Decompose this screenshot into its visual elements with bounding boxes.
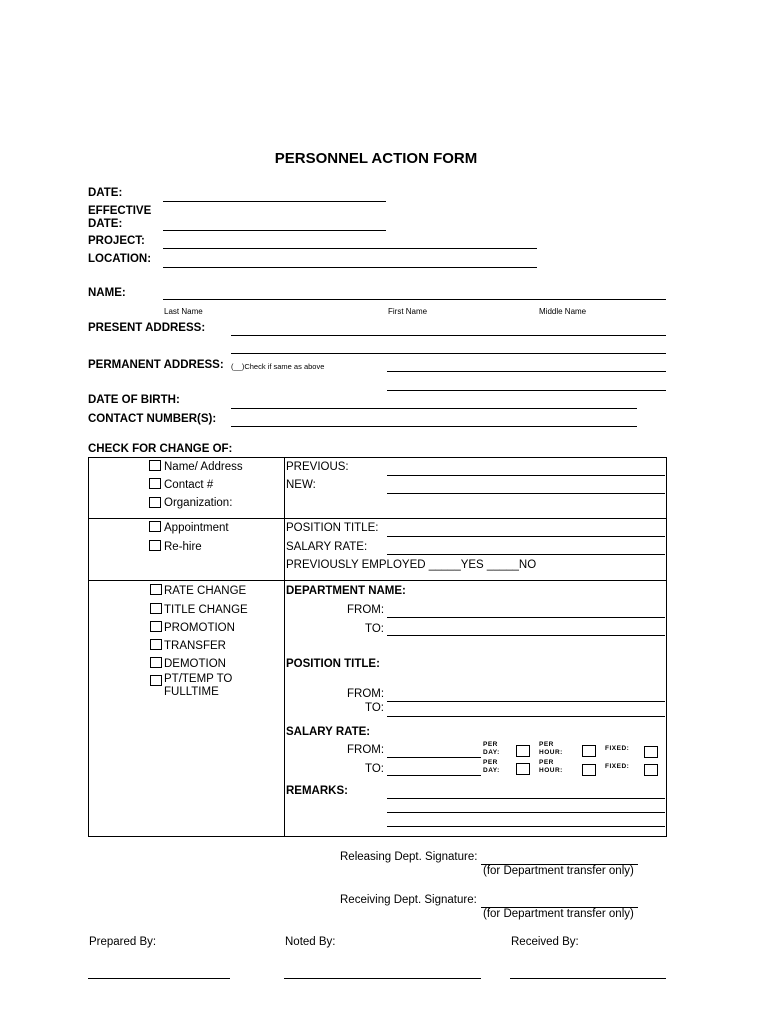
date-field[interactable] [163, 201, 386, 202]
remarks-field-2[interactable] [387, 812, 665, 813]
promotion-option: PROMOTION [164, 622, 235, 634]
permanent-address-field-1[interactable] [387, 371, 666, 372]
effective-date-field[interactable] [163, 230, 386, 231]
promotion-checkbox[interactable] [150, 621, 162, 632]
prepared-by-field[interactable] [88, 978, 230, 979]
dept-to-label: TO: [365, 623, 384, 635]
contact-label: CONTACT NUMBER(S): [88, 413, 217, 425]
permanent-address-field-2[interactable] [387, 390, 666, 391]
present-address-field-1[interactable] [231, 335, 666, 336]
rate-change-option: RATE CHANGE [164, 585, 247, 597]
present-address-label: PRESENT ADDRESS: [88, 322, 206, 334]
effective-date-label-2: DATE: [88, 218, 123, 230]
received-by-label: Received By: [511, 936, 579, 948]
demotion-checkbox[interactable] [150, 657, 162, 668]
releasing-signature-label: Releasing Dept. Signature: [340, 851, 478, 863]
s2-position-title-field[interactable] [387, 536, 665, 537]
row-divider-1 [88, 518, 666, 519]
previous-label: PREVIOUS: [286, 461, 349, 473]
row-divider-2 [88, 580, 666, 581]
remarks-label: REMARKS: [286, 785, 348, 797]
pos-to-label: TO: [365, 702, 384, 714]
first-name-caption: First Name [388, 307, 428, 316]
project-field[interactable] [163, 248, 537, 249]
per-hour-to-hour: HOUR: [539, 767, 563, 774]
remarks-field-3[interactable] [387, 826, 665, 827]
dob-field[interactable] [231, 408, 637, 409]
name-label: NAME: [88, 287, 126, 299]
present-address-field-2[interactable] [231, 353, 666, 354]
name-address-option: Name/ Address [164, 461, 243, 473]
s2-salary-rate-label: SALARY RATE: [286, 541, 368, 553]
new-field[interactable] [387, 493, 665, 494]
dept-from-label: FROM: [347, 604, 385, 616]
appointment-checkbox[interactable] [149, 521, 161, 532]
prepared-by-label: Prepared By: [89, 936, 157, 948]
pos-from-label: FROM: [347, 688, 385, 700]
pt-temp-option: PT/TEMP TO [164, 673, 233, 685]
per-hour-from-hour: HOUR: [539, 749, 563, 756]
pos-to-field[interactable] [387, 716, 665, 717]
per-day-from-per: PER [483, 741, 498, 748]
organization-checkbox[interactable] [149, 497, 161, 508]
dept-to-field[interactable] [387, 635, 665, 636]
demotion-option: DEMOTION [164, 658, 226, 670]
effective-date-label-1: EFFECTIVE [88, 205, 152, 217]
contact-checkbox[interactable] [149, 478, 161, 489]
pt-temp-checkbox[interactable] [150, 675, 162, 686]
date-label: DATE: [88, 187, 123, 199]
s2-salary-rate-field[interactable] [387, 554, 665, 555]
s3-salary-rate-label: SALARY RATE: [286, 726, 371, 738]
check-change-label: CHECK FOR CHANGE OF: [88, 443, 233, 455]
appointment-option: Appointment [164, 522, 229, 534]
pos-from-field[interactable] [387, 701, 665, 702]
rate-change-checkbox[interactable] [150, 584, 162, 595]
fixed-from-label: FIXED: [605, 745, 630, 752]
receiving-signature-label: Receiving Dept. Signature: [340, 894, 477, 906]
transfer-option: TRANSFER [164, 640, 226, 652]
fixed-to-checkbox[interactable] [644, 764, 658, 776]
transfer-checkbox[interactable] [150, 639, 162, 650]
title-change-option: TITLE CHANGE [164, 604, 248, 616]
receiving-note: (for Department transfer only) [483, 908, 634, 920]
middle-name-caption: Middle Name [539, 307, 587, 316]
location-label: LOCATION: [88, 253, 152, 265]
per-hour-from-checkbox[interactable] [582, 745, 596, 757]
salary-to-label: TO: [365, 763, 384, 775]
salary-from-label: FROM: [347, 744, 385, 756]
new-label: NEW: [286, 479, 316, 491]
title-change-checkbox[interactable] [150, 603, 162, 614]
remarks-field-1[interactable] [387, 798, 665, 799]
permanent-address-label: PERMANENT ADDRESS: [88, 359, 224, 371]
organization-option: Organization: [164, 497, 233, 509]
contact-option: Contact # [164, 479, 214, 491]
previously-employed[interactable]: PREVIOUSLY EMPLOYED _____YES _____NO [286, 559, 537, 571]
location-field[interactable] [163, 267, 537, 268]
noted-by-label: Noted By: [285, 936, 336, 948]
per-day-from-day: DAY: [483, 749, 500, 756]
name-field[interactable] [163, 299, 666, 300]
per-hour-to-per: PER [539, 759, 554, 766]
salary-from-field[interactable] [387, 757, 481, 758]
per-day-to-day: DAY: [483, 767, 500, 774]
releasing-note: (for Department transfer only) [483, 865, 634, 877]
per-hour-to-checkbox[interactable] [582, 764, 596, 776]
same-as-above-checkbox[interactable]: (__)Check if same as above [231, 362, 325, 371]
per-day-from-checkbox[interactable] [516, 745, 530, 757]
salary-to-field[interactable] [387, 775, 481, 776]
per-day-to-checkbox[interactable] [516, 763, 530, 775]
department-name-label: DEPARTMENT NAME: [286, 585, 406, 597]
dept-from-field[interactable] [387, 617, 665, 618]
project-label: PROJECT: [88, 235, 145, 247]
per-hour-from-per: PER [539, 741, 554, 748]
previous-field[interactable] [387, 475, 665, 476]
fixed-from-checkbox[interactable] [644, 746, 658, 758]
received-by-field[interactable] [510, 978, 666, 979]
rehire-option: Re-hire [164, 541, 202, 553]
name-address-checkbox[interactable] [149, 460, 161, 471]
rehire-checkbox[interactable] [149, 540, 161, 551]
per-day-to-per: PER [483, 759, 498, 766]
last-name-caption: Last Name [164, 307, 203, 316]
fulltime-option: FULLTIME [164, 686, 219, 698]
contact-field[interactable] [231, 426, 637, 427]
fixed-to-label: FIXED: [605, 763, 630, 770]
dob-label: DATE OF BIRTH: [88, 394, 180, 406]
table-divider [284, 457, 285, 836]
s2-position-title-label: POSITION TITLE: [286, 522, 379, 534]
s3-position-title-label: POSITION TITLE: [286, 658, 380, 670]
form-title: PERSONNEL ACTION FORM [274, 150, 478, 167]
noted-by-field[interactable] [284, 978, 481, 979]
